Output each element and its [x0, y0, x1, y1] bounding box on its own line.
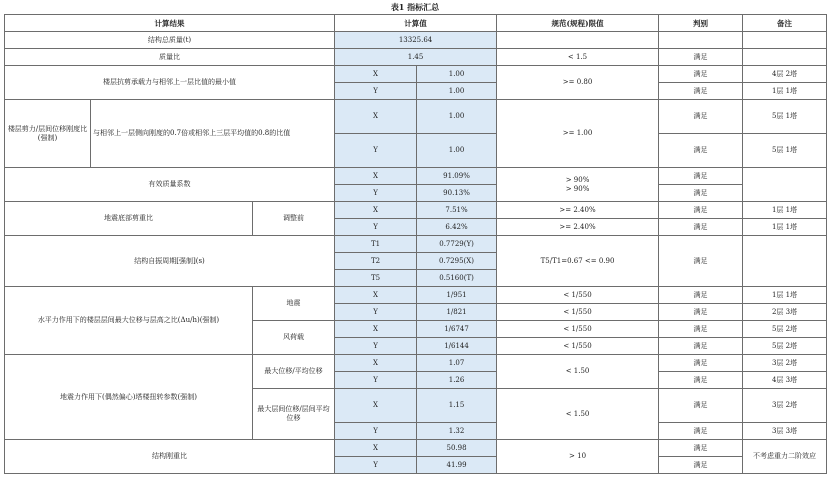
cell-axis: T2	[335, 253, 417, 270]
cell-value: 1.15	[417, 389, 497, 423]
cell-judge: 满足	[659, 338, 743, 355]
table-title: 表1 指标汇总	[390, 2, 440, 12]
cell-remark: 4层 2塔	[743, 66, 827, 83]
row-label: 地震底部剪重比	[5, 202, 253, 236]
cell-judge: 满足	[659, 49, 743, 66]
cell-remark: 1层 1塔	[743, 202, 827, 219]
cell-remark	[743, 168, 827, 202]
sub-label: 最大层间位移/层间平均位移	[253, 389, 335, 440]
cell-value: 90.13%	[417, 185, 497, 202]
cell-axis: Y	[335, 423, 417, 440]
cell-value: 7.51%	[417, 202, 497, 219]
cell-value: 1.26	[417, 372, 497, 389]
group-label: 楼层剪力/层间位移刚度比(强制)	[5, 100, 91, 168]
cell-limit: < 1/550	[497, 304, 659, 321]
header-value: 计算值	[335, 15, 497, 32]
cell-judge: 满足	[659, 83, 743, 100]
cell-value: 1/6747	[417, 321, 497, 338]
row-label: 与相邻上一层侧向刚度的0.7倍或相邻上三层平均值的0.8的比值	[91, 100, 335, 168]
row-label: 楼层抗剪承载力与相邻上一层比值的最小值	[5, 66, 335, 100]
cell-judge: 满足	[659, 100, 743, 134]
cell-limit: >= 0.80	[497, 66, 659, 100]
cell-remark	[743, 236, 827, 287]
cell-axis: X	[335, 168, 417, 185]
cell-judge: 满足	[659, 202, 743, 219]
cell-judge	[659, 32, 743, 49]
cell-limit: < 1.5	[497, 49, 659, 66]
cell-value: 1.07	[417, 355, 497, 372]
cell-axis: X	[335, 389, 417, 423]
cell-value: 0.5160(T)	[417, 270, 497, 287]
cell-limit	[497, 168, 659, 202]
table-row	[5, 66, 827, 83]
sub-label: 调整前	[253, 202, 335, 236]
cell-value: 1.00	[417, 134, 497, 168]
indicator-summary-table	[4, 14, 827, 474]
row-label: 地震力作用下(偶然偏心)塔楼扭转参数(强制)	[5, 355, 253, 440]
row-label: 质量比	[5, 49, 335, 66]
row-label: 结构刚重比	[5, 440, 335, 474]
table-row	[5, 355, 827, 372]
header-row	[5, 15, 827, 32]
table-row	[5, 49, 827, 66]
cell-axis: Y	[335, 134, 417, 168]
cell-value: 41.99	[417, 457, 497, 474]
cell-remark	[743, 49, 827, 66]
cell-value: 13325.64	[335, 32, 497, 49]
cell-limit: < 1/550	[497, 287, 659, 304]
cell-value: 50.98	[417, 440, 497, 457]
row-label: 有效质量系数	[5, 168, 335, 202]
cell-remark: 2层 3塔	[743, 304, 827, 321]
cell-axis: X	[335, 287, 417, 304]
cell-remark	[743, 32, 827, 49]
cell-value: 1.00	[417, 100, 497, 134]
cell-judge: 满足	[659, 372, 743, 389]
cell-axis: T1	[335, 236, 417, 253]
cell-limit: >= 2.40%	[497, 219, 659, 236]
table-row	[5, 440, 827, 457]
cell-remark: 3层 3塔	[743, 423, 827, 440]
cell-value: 91.09%	[417, 168, 497, 185]
cell-axis: Y	[335, 219, 417, 236]
sub-label: 风荷载	[253, 321, 335, 355]
limit-y: > 90%	[565, 184, 590, 193]
table-row	[5, 100, 827, 134]
header-judge: 判别	[659, 15, 743, 32]
cell-axis: Y	[335, 185, 417, 202]
cell-value: 1/821	[417, 304, 497, 321]
cell-remark: 1层 1塔	[743, 83, 827, 100]
table-row	[5, 32, 827, 49]
cell-value: 1.00	[417, 83, 497, 100]
sub-label: 最大位移/平均位移	[253, 355, 335, 389]
cell-judge: 满足	[659, 287, 743, 304]
cell-judge: 满足	[659, 457, 743, 474]
row-label: 水平力作用下的楼层层间最大位移与层高之比(Δu/h)(强制)	[5, 287, 253, 355]
cell-remark: 5层 1塔	[743, 100, 827, 134]
cell-remark: 4层 3塔	[743, 372, 827, 389]
table-row	[5, 236, 827, 253]
cell-limit: < 1/550	[497, 321, 659, 338]
cell-value: 1.45	[335, 49, 497, 66]
cell-judge: 满足	[659, 168, 743, 185]
cell-axis: X	[335, 440, 417, 457]
table-row	[5, 287, 827, 304]
cell-axis: Y	[335, 304, 417, 321]
cell-judge: 满足	[659, 321, 743, 338]
cell-remark: 5层 2塔	[743, 321, 827, 338]
table-row	[5, 202, 827, 219]
cell-limit: < 1.50	[497, 389, 659, 440]
cell-limit: < 1/550	[497, 338, 659, 355]
cell-axis: X	[335, 202, 417, 219]
cell-limit: > 10	[497, 440, 659, 474]
cell-value: 1/951	[417, 287, 497, 304]
cell-value: 0.7729(Y)	[417, 236, 497, 253]
cell-axis: Y	[335, 457, 417, 474]
cell-remark: 1层 1塔	[743, 219, 827, 236]
cell-axis: X	[335, 66, 417, 83]
cell-axis: Y	[335, 83, 417, 100]
cell-axis: Y	[335, 372, 417, 389]
cell-judge: 满足	[659, 355, 743, 372]
cell-judge: 满足	[659, 423, 743, 440]
cell-axis: Y	[335, 338, 417, 355]
cell-judge: 满足	[659, 389, 743, 423]
cell-value: 6.42%	[417, 219, 497, 236]
cell-judge: 满足	[659, 219, 743, 236]
cell-judge: 满足	[659, 236, 743, 287]
cell-axis: X	[335, 355, 417, 372]
cell-limit: T5/T1=0.67 <= 0.90	[497, 236, 659, 287]
cell-value: 1.00	[417, 66, 497, 83]
cell-value: 1/6144	[417, 338, 497, 355]
cell-value: 0.7295(X)	[417, 253, 497, 270]
cell-limit: >= 2.40%	[497, 202, 659, 219]
cell-limit: >= 1.00	[497, 100, 659, 168]
row-label: 结构自振周期[强制](s)	[5, 236, 335, 287]
cell-axis: X	[335, 321, 417, 338]
cell-limit: < 1.50	[497, 355, 659, 389]
cell-limit	[497, 32, 659, 49]
cell-remark: 5层 2塔	[743, 338, 827, 355]
cell-axis: T5	[335, 270, 417, 287]
header-limit: 规范(规程)限值	[497, 15, 659, 32]
cell-remark: 5层 1塔	[743, 134, 827, 168]
row-label: 结构总质量(t)	[5, 32, 335, 49]
header-result: 计算结果	[5, 15, 335, 32]
cell-judge: 满足	[659, 185, 743, 202]
cell-judge: 满足	[659, 304, 743, 321]
cell-axis: X	[335, 100, 417, 134]
cell-remark: 不考虑重力二阶效应	[743, 440, 827, 474]
table-row	[5, 168, 827, 185]
cell-judge: 满足	[659, 66, 743, 83]
limit-x: > 90%	[565, 175, 590, 184]
sub-label: 地震	[253, 287, 335, 321]
cell-value: 1.32	[417, 423, 497, 440]
cell-judge: 满足	[659, 134, 743, 168]
cell-judge: 满足	[659, 440, 743, 457]
cell-remark: 3层 2塔	[743, 355, 827, 372]
cell-remark: 1层 1塔	[743, 287, 827, 304]
header-remark: 备注	[743, 15, 827, 32]
cell-remark: 3层 2塔	[743, 389, 827, 423]
